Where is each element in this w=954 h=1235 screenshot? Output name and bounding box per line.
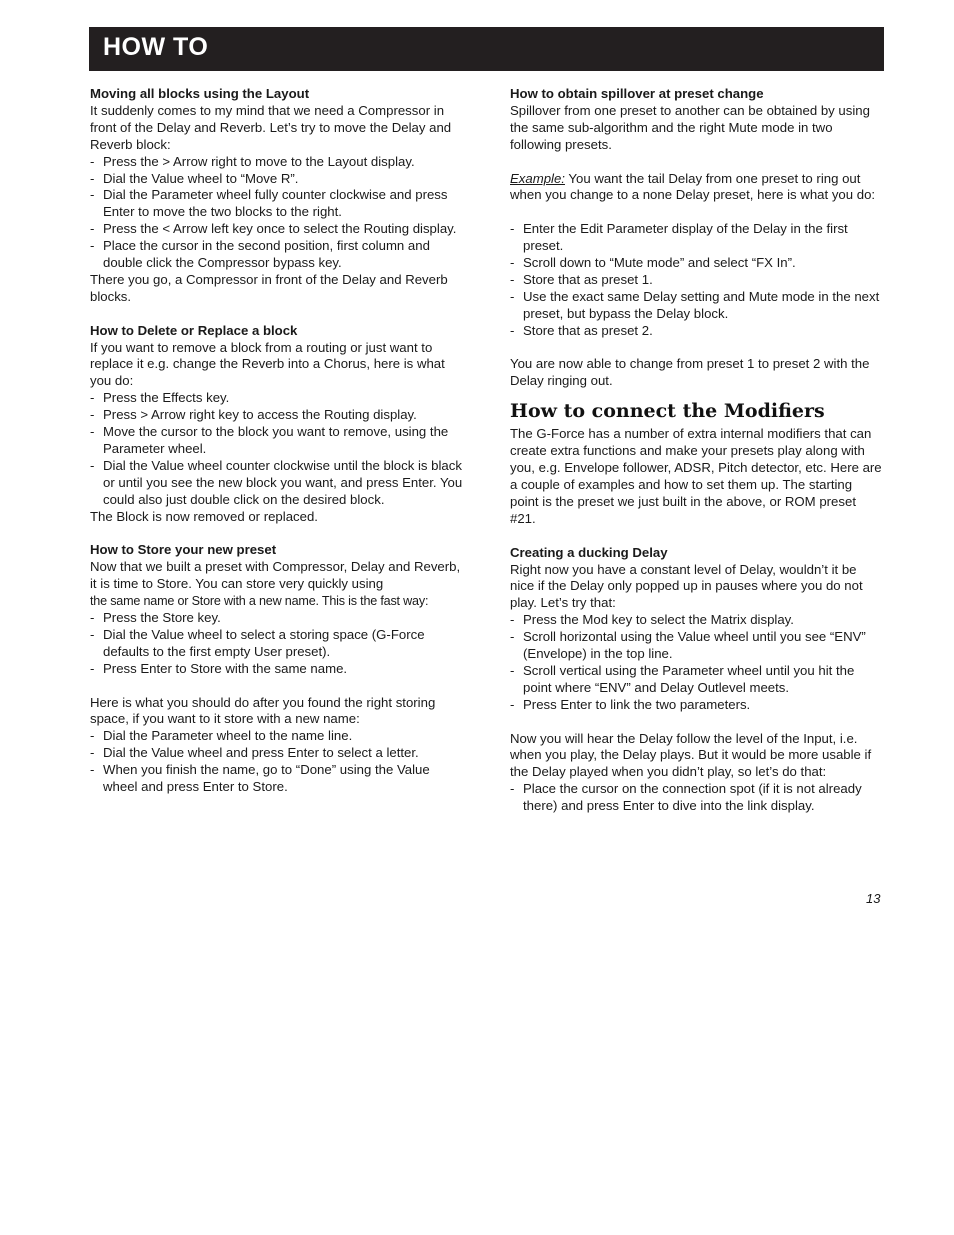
list-item: - Enter the Edit Parameter display of the Delay in the first preset. — [510, 221, 882, 255]
list-item: - Press the Effects key. — [90, 390, 465, 407]
list-item: - Press > Arrow right key to access the Routing display. — [90, 407, 465, 424]
paragraph: Now you will hear the Delay follow the level of the Input, i.e. when you play, the Delay plays. But it would be more usable if the Delay played when you didn’t play, so let’s do that: — [510, 730, 872, 780]
list-item: - Place the cursor on the connection spot (if it is not already there) and press Enter to dive into the link display. — [510, 781, 882, 815]
section-heading: How to Store your new preset — [90, 542, 277, 558]
list-item: - Place the cursor in the second position, first column and double click the Compressor bypass key. — [90, 238, 465, 272]
step-list — [90, 728, 465, 796]
list-item: - Scroll horizontal using the Value wheel until you see “ENV” (Envelope) in the top line. — [510, 629, 882, 663]
example-text: You want the tail Delay from one preset to ring out when you change to a none Delay preset, here is what you do: — [510, 170, 876, 203]
major-heading: How to connect the Modifiers — [510, 400, 825, 423]
list-item: - Store that as preset 2. — [510, 323, 882, 340]
list-item: - Dial the Parameter wheel to the name line. — [90, 728, 465, 745]
section-heading: Creating a ducking Delay — [510, 544, 668, 560]
list-item: - Store that as preset 1. — [510, 272, 882, 289]
list-item: - Press Enter to link the two parameters. — [510, 697, 882, 714]
paragraph: The G-Force has a number of extra internal modifiers that can create extra functions and make your presets play along with you, e.g. Envelope follower, ADSR, Pitch detector, etc. Here are a couple of examples and how to set them up. The starting point is the preset we just built in the above, or ROM preset #21. — [510, 426, 882, 526]
list-item: - Press the > Arrow right to move to the Layout display. — [90, 154, 465, 171]
list-item: - Dial the Parameter wheel fully counter clockwise and press Enter to move the two blocks to the right. — [90, 187, 465, 221]
section-heading: How to Delete or Replace a block — [90, 322, 298, 338]
step-list — [90, 610, 465, 678]
list-item: - Move the cursor to the block you want to remove, using the Parameter wheel. — [90, 424, 465, 458]
list-item: - Dial the Value wheel and press Enter to select a letter. — [90, 745, 465, 762]
paragraph: The Block is now removed or replaced. — [90, 508, 318, 524]
step-list — [510, 781, 882, 815]
list-item: - When you finish the name, go to “Done” using the Value wheel and press Enter to Store. — [90, 762, 465, 796]
paragraph: Right now you have a constant level of Delay, wouldn’t it be nice if the Delay only popped up in pauses where you do not play. Let’s try that: — [510, 561, 863, 611]
section-heading: Moving all blocks using the Layout — [90, 86, 310, 101]
list-item: - Press Enter to Store with the same name. — [90, 661, 465, 678]
section-heading: How to obtain spillover at preset change — [510, 86, 764, 101]
step-list — [90, 390, 465, 508]
list-item: - Press the Mod key to select the Matrix display. — [510, 612, 882, 629]
paragraph: Now that we built a preset with Compressor, Delay and Reverb, it is time to Store. You can store very quickly using — [90, 559, 461, 592]
page-title: HOW TO — [103, 33, 209, 61]
header-bar — [89, 27, 884, 71]
step-list — [510, 221, 882, 339]
list-item: - Use the exact same Delay setting and Mute mode in the next preset, but bypass the Delay block. — [510, 289, 882, 323]
paragraph: You are now able to change from preset 1 to preset 2 with the Delay ringing out. — [510, 356, 870, 389]
list-item: - Dial the Value wheel to “Move R”. — [90, 171, 465, 188]
step-list — [90, 154, 465, 272]
list-item: - Dial the Value wheel to select a storing space (G-Force defaults to the first empty User preset). — [90, 627, 465, 661]
example-label: Example: — [510, 170, 565, 186]
list-item: - Scroll vertical using the Parameter wheel until you hit the point where “ENV” and Delay Outlevel meets. — [510, 663, 882, 697]
step-list — [510, 612, 882, 713]
paragraph: It suddenly comes to my mind that we need a Compressor in front of the Delay and Reverb. Let’s try to move the Delay and Reverb block: — [90, 102, 452, 152]
paragraph: the same name or Store with a new name. This is the fast way: — [90, 594, 429, 609]
paragraph: There you go, a Compressor in front of the Delay and Reverb blocks. — [90, 271, 448, 304]
page-number: 13 — [866, 891, 881, 906]
paragraph: Spillover from one preset to another can be obtained by using the same sub-algorithm and the right Mute mode in two following presets. — [510, 102, 870, 152]
right-column — [510, 86, 882, 815]
list-item: - Press the Store key. — [90, 610, 465, 627]
list-item: - Press the < Arrow left key once to select the Routing display. — [90, 221, 465, 238]
paragraph: Here is what you should do after you found the right storing space, if you want to it store with a new name: — [90, 694, 436, 727]
example-paragraph — [510, 171, 882, 205]
left-column — [90, 86, 465, 796]
list-item: - Scroll down to “Mute mode” and select “FX In”. — [510, 255, 882, 272]
paragraph: If you want to remove a block from a routing or just want to replace it e.g. change the Reverb into a Chorus, here is what you do: — [90, 339, 445, 389]
list-item: - Dial the Value wheel counter clockwise until the block is black or until you see the new block you want, and press Enter. You could also just double click on the desired block. — [90, 458, 465, 509]
